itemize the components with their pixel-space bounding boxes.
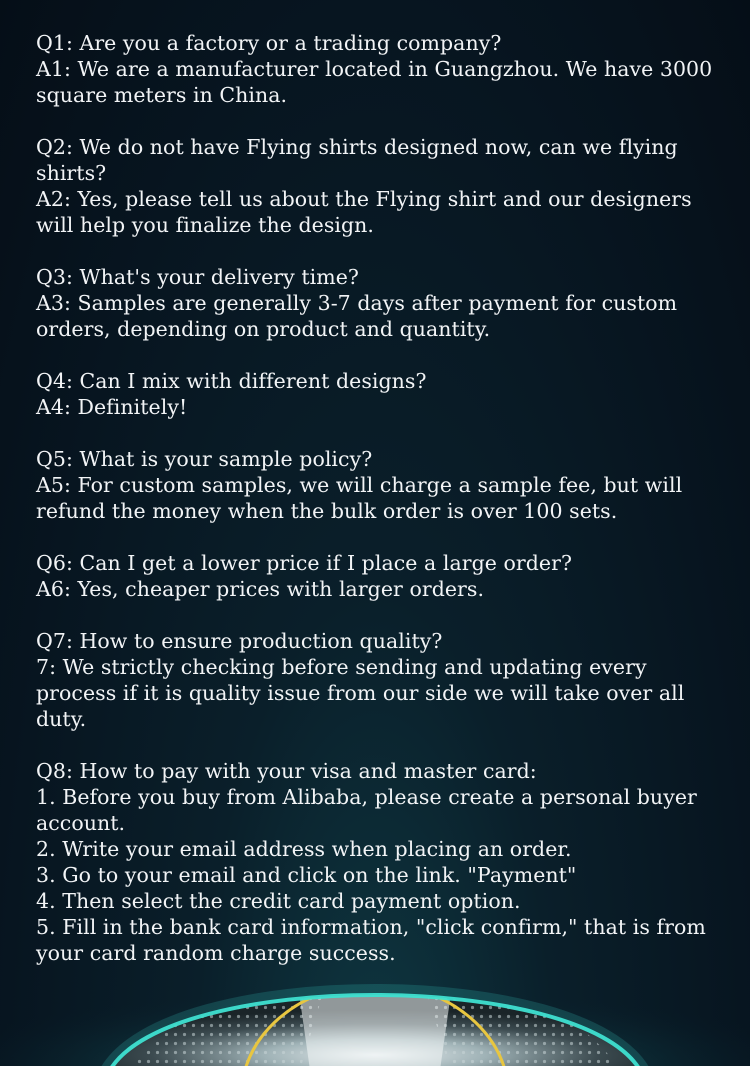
faq-answer-1: A1: We are a manufacturer located in Guangzhou. We have 3000 square meters in China.: [36, 57, 713, 107]
payment-step-1: 1. Before you buy from Alibaba, please create a personal buyer account.: [36, 785, 697, 835]
faq-answer-3: A3: Samples are generally 3-7 days after payment for custom orders, depending on product and quantity.: [36, 291, 678, 341]
faq-answer-6: A6: Yes, cheaper prices with larger orders.: [36, 577, 485, 601]
faq-item-1: [36, 30, 726, 108]
faq-question-6: Q6: Can I get a lower price if I place a large order?: [36, 551, 572, 575]
faq-answer-7: 7: We strictly checking before sending and updating every process if it is quality issue from our side we will take over all duty.: [36, 655, 685, 731]
faq-question-1: Q1: Are you a factory or a trading company?: [36, 31, 502, 55]
football-image: [0, 940, 750, 1066]
faq-question-7: Q7: How to ensure production quality?: [36, 629, 443, 653]
faq-list: [36, 30, 726, 992]
faq-question-3: Q3: What's your delivery time?: [36, 265, 359, 289]
faq-question-5: Q5: What is your sample policy?: [36, 447, 373, 471]
faq-item-7: [36, 628, 726, 732]
payment-step-2: 2. Write your email address when placing an order.: [36, 837, 572, 861]
faq-item-payment: [36, 758, 726, 966]
faq-question-2: Q2: We do not have Flying shirts designed now, can we flying shirts?: [36, 135, 678, 185]
faq-item-6: [36, 550, 726, 602]
payment-step-4: 4. Then select the credit card payment option.: [36, 889, 521, 913]
faq-item-5: [36, 446, 726, 524]
faq-item-2: [36, 134, 726, 238]
payment-step-5: 5. Fill in the bank card information, "click confirm," that is from: [36, 915, 706, 939]
payment-question: Q8: How to pay with your visa and master card:: [36, 759, 537, 783]
faq-question-4: Q4: Can I mix with different designs?: [36, 369, 427, 393]
football-graphic: [0, 940, 750, 1066]
faq-answer-4: A4: Definitely!: [36, 395, 188, 419]
faq-item-3: [36, 264, 726, 342]
payment-step-3: 3. Go to your email and click on the link. "Payment": [36, 863, 577, 887]
faq-answer-5: A5: For custom samples, we will charge a sample fee, but will refund the money when the bulk order is over 100 sets.: [36, 473, 683, 523]
faq-answer-2: A2: Yes, please tell us about the Flying shirt and our designers will help you finalize the design.: [36, 187, 692, 237]
faq-item-4: [36, 368, 726, 420]
